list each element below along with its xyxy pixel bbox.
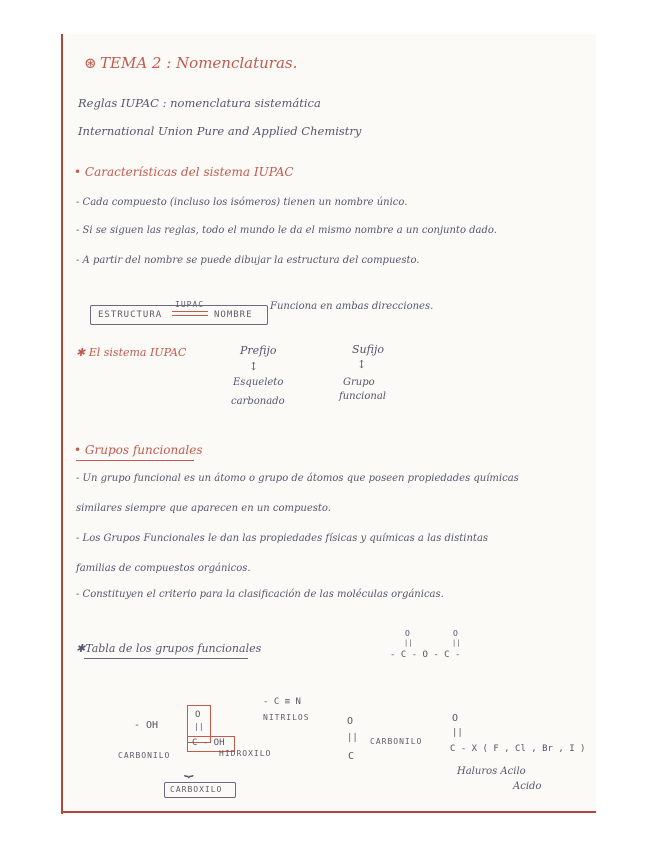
bullet-reglas: - Si se siguen las reglas, todo el mundo le da el mismo nombre a un conjunto dado. [76, 225, 497, 236]
sufijo-desc-2: funcional [339, 391, 387, 402]
ester-bond-1: || [404, 639, 413, 647]
iupac-meaning-line: International Union Pure and Applied Chemistry [78, 124, 362, 138]
bottom-rule [62, 811, 596, 813]
co-double-bond: || [347, 733, 358, 743]
grupo-def-2: similares siempre que aparecen en un compuesto. [76, 503, 331, 514]
box-iupac-label: IUPAC [175, 300, 205, 309]
title-bullet: ⊛ [84, 54, 97, 72]
ester-o-2: O [453, 629, 458, 638]
hal-desc-2: Acido [513, 781, 542, 792]
bullet-compuesto-unico: - Cada compuesto (incluso los isómeros) tienen un nombre único. [76, 197, 408, 208]
cooh-o: O [195, 710, 201, 720]
tabla-underline [84, 658, 248, 659]
carbonilo-label-2: CARBONILO [370, 737, 423, 746]
grupo-criterio: - Constituyen el criterio para la clasificación de las moléculas orgánicas. [76, 589, 444, 600]
hal-formula: C - X ( F , Cl , Br , I ) [450, 744, 586, 754]
box-note: Funciona en ambas direcciones. [270, 301, 434, 312]
grupo-props-2: familias de compuestos orgánicos. [76, 563, 251, 574]
hal-double-bond: || [452, 728, 463, 738]
prefijo: Prefijo [240, 344, 277, 357]
carboxilo-label: CARBOXILO [170, 785, 223, 794]
cooh-c-oh: C - OH [192, 738, 225, 748]
hidroxilo-label: HIDROXILO [219, 749, 272, 758]
brace-icon: ⏟ [184, 758, 194, 777]
ester-formula: - C - O - C - [390, 650, 461, 660]
heading-caracteristicas: • Características del sistema IUPAC [74, 165, 294, 179]
arrow-left-icon [172, 315, 208, 316]
sufijo-desc-1: Grupo [343, 377, 375, 388]
notebook-page [62, 34, 596, 814]
co-o: O [347, 716, 354, 727]
sistema-iupac-label: ✱ El sistema IUPAC [76, 346, 187, 359]
ester-o-1: O [405, 629, 410, 638]
tabla-heading: ✱Tabla de los grupos funcionales [76, 642, 262, 655]
heading-underline [76, 460, 194, 461]
double-arrow-icon: ↕ [249, 360, 259, 373]
carbonilo-label: CARBONILO [118, 751, 171, 760]
prefijo-desc-2: carbonado [231, 396, 285, 407]
box-estructura: ESTRUCTURA [98, 310, 163, 320]
cooh-double-bond: || [194, 722, 204, 731]
nitrilos-label: NITRILOS [263, 713, 310, 722]
sufijo: Sufijo [352, 343, 384, 356]
hidroxilo-formula: - OH [134, 720, 159, 731]
grupo-props-1: - Los Grupos Funcionales le dan las propiedades físicas y químicas a las distintas [76, 533, 489, 544]
prefijo-desc-1: Esqueleto [233, 377, 284, 388]
heading-grupos-funcionales: • Grupos funcionales [74, 443, 203, 457]
nitrilo-formula: - C ≡ N [263, 697, 301, 707]
box-nombre: NOMBRE [214, 310, 253, 320]
grupo-def-1: - Un grupo funcional es un átomo o grupo de átomos que poseen propiedades químicas [76, 473, 519, 484]
hal-desc-1: Haluros Acilo [457, 766, 526, 777]
bullet-dibujar: - A partir del nombre se puede dibujar la estructura del compuesto. [76, 255, 420, 266]
ester-bond-2: || [452, 639, 461, 647]
margin-line [61, 34, 63, 814]
iupac-rules-line: Reglas IUPAC : nomenclatura sistemática [78, 96, 321, 110]
co-c: C [348, 751, 355, 762]
page-title: TEMA 2 : Nomenclaturas. [100, 54, 298, 72]
double-arrow-icon: ↕ [357, 358, 367, 371]
arrow-right-icon [172, 311, 208, 312]
hal-o: O [452, 713, 459, 724]
